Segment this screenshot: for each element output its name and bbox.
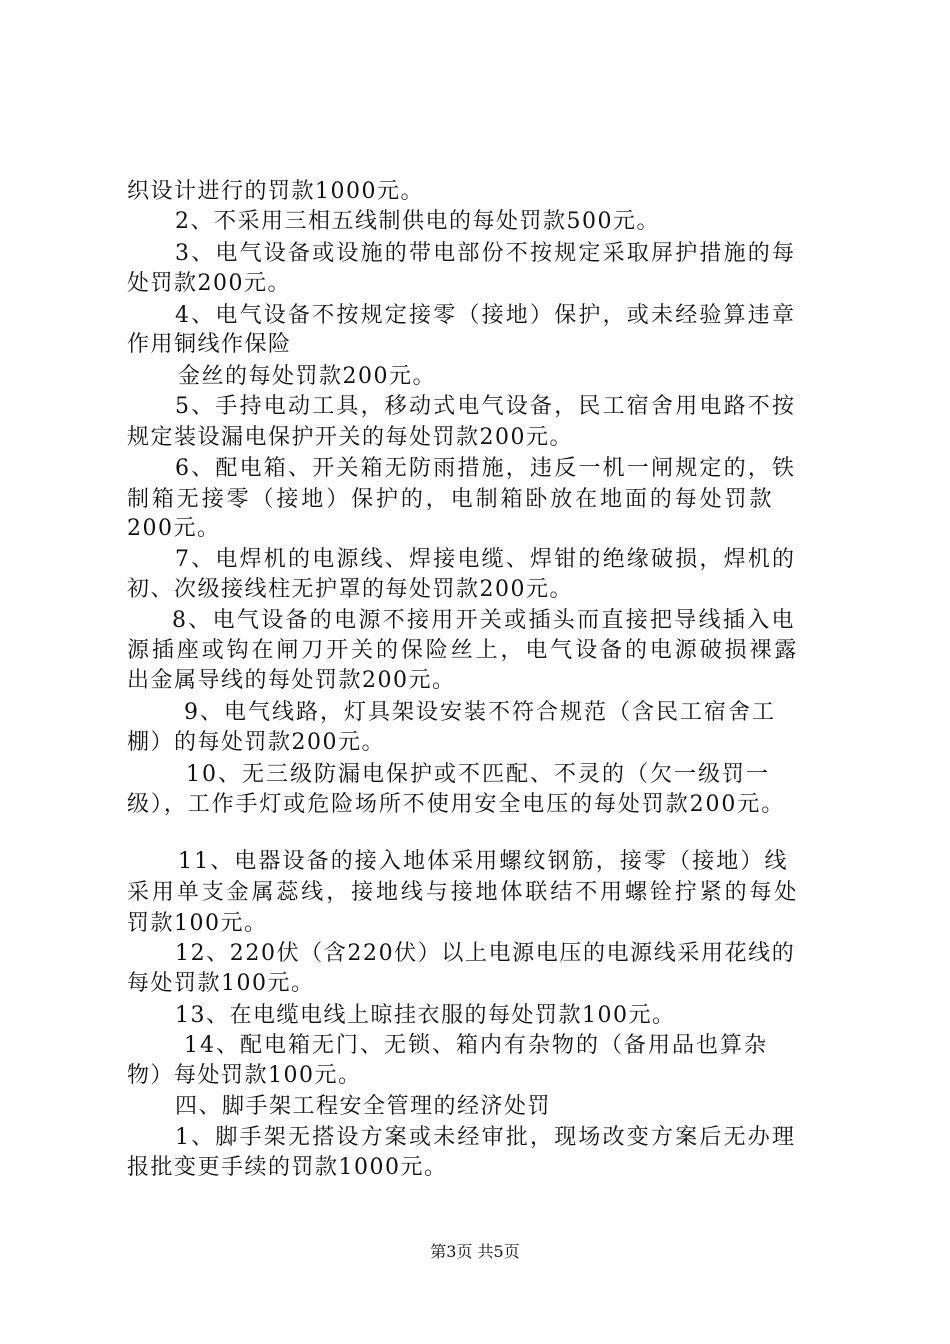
text-line: 源插座或钩在闸刀开关的保险丝上，电气设备的电源破损裸露 — [127, 638, 800, 663]
text-line: 作用铜线作保险 — [127, 332, 292, 357]
text-line: 5、手持电动工具，移动式电气设备，民工宿舍用电路不按 — [175, 394, 797, 419]
text-line: 采用单支金属蕊线，接地线与接地体联结不用螺铨拧紧的每处 — [127, 880, 800, 905]
text-line: 规定装设漏电保护开关的每处罚款200元。 — [127, 425, 573, 450]
text-line: 7、电焊机的电源线、焊接电缆、焊钳的绝缘破损，焊机的 — [175, 547, 797, 572]
text-line: 4、电气设备不按规定接零（接地）保护，或未经验算违章 — [175, 303, 797, 328]
text-line: 金丝的每处罚款200元。 — [178, 364, 436, 389]
text-line: 13、在电缆电线上晾挂衣服的每处罚款100元。 — [175, 1003, 676, 1028]
text-line: 织设计进行的罚款1000元。 — [127, 179, 424, 204]
page-number-footer: 第3页 共5页 — [430, 1242, 520, 1261]
text-line: 处罚款200元。 — [127, 271, 291, 296]
text-line: 制箱无接零（接地）保护的，电制箱卧放在地面的每处罚款 — [127, 487, 775, 512]
text-line: 2、不采用三相五线制供电的每处罚款500元。 — [175, 209, 660, 234]
text-line: 12、220伏（含220伏）以上电源电压的电源线采用花线的 — [175, 941, 796, 966]
text-line: 出金属导线的每处罚款200元。 — [127, 668, 456, 693]
text-line: 棚）的每处罚款200元。 — [127, 730, 385, 755]
text-line: 8、电气设备的电源不接用开关或插头而直接把导线插入电 — [172, 608, 796, 633]
text-line: 6、配电箱、开关箱无防雨措施，违反一机一闸规定的，铁 — [175, 456, 797, 481]
text-line: 报批变更手续的罚款1000元。 — [127, 1155, 448, 1180]
text-line: 10、无三级防漏电保护或不匹配、不灵的（欠一级罚一 — [186, 762, 770, 787]
text-line: 罚款100元。 — [127, 911, 268, 936]
text-line: 200元。 — [127, 516, 221, 541]
text-line: 初、次级接线柱无护罩的每处罚款200元。 — [127, 577, 573, 602]
text-line: 每处罚款100元。 — [127, 971, 315, 996]
text-line: 11、电器设备的接入地体采用螺纹钢筋，接零（接地）线 — [178, 849, 789, 874]
text-line: 1、脚手架无搭设方案或未经审批，现场改变方案后无办理 — [175, 1125, 797, 1150]
text-line: 3、电气设备或设施的带电部份不按规定采取屏护措施的每 — [175, 241, 797, 266]
text-line: 级），工作手灯或危险场所不使用安全电压的每处罚款200元。 — [127, 792, 786, 817]
section-heading: 四、脚手架工程安全管理的经济处罚 — [175, 1094, 552, 1119]
text-line: 物）每处罚款100元。 — [127, 1063, 362, 1088]
text-line: 9、电气线路，灯具架设安装不符合规范（含民工宿舍工 — [184, 700, 776, 725]
text-line: 14、配电箱无门、无锁、箱内有杂物的（备用品也算杂 — [184, 1033, 768, 1058]
